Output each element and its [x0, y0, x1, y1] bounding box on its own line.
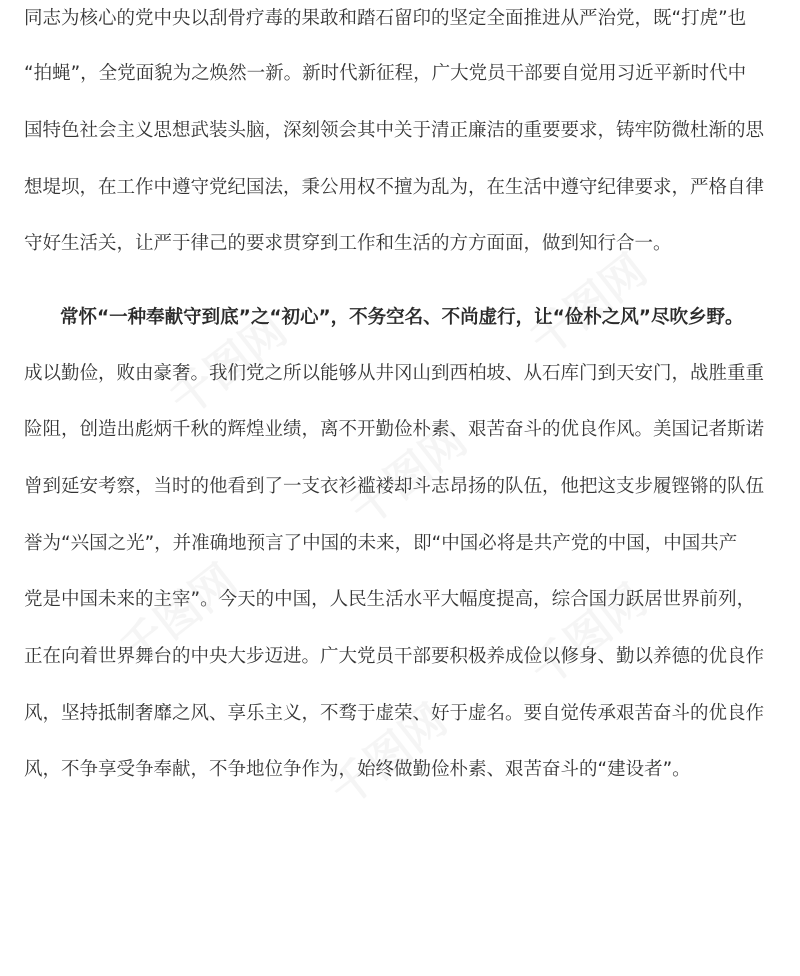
- text-line: 成以勤俭，败由豪奢。我们党之所以能够从井冈山到西柏坡、从石库门到天安门，战胜重重: [24, 363, 765, 384]
- text-line: 守好生活关，让严于律己的要求贯穿到工作和生活的方方面面，做到知行合一。: [24, 233, 672, 254]
- text-line: 誉为“兴国之光”，并准确地预言了中国的未来，即“中国必将是共产党的中国，中国共产: [24, 533, 738, 554]
- text-line: 党是中国未来的主宰”。今天的中国，人民生活水平大幅度提高，综合国力跃居世界前列，: [24, 589, 756, 610]
- text-line: “拍蝇”，全党面貌为之焕然一新。新时代新征程，广大党员干部要自觉用习近平新时代中: [24, 63, 747, 84]
- watermark: 千图网: [341, 414, 477, 537]
- text-line: 正在向着世界舞台的中央大步迈进。广大党员干部要积极养成俭以修身、勤以养德的优良作: [24, 646, 765, 667]
- watermark: 千图网: [521, 244, 657, 367]
- section-heading: 常怀“一种奉献守到底”之“初心”，不务空名、不尚虚行，让“俭朴之风”尽吹乡野。: [60, 307, 744, 328]
- text-line: 国特色社会主义思想武装头脑，深刻领会其中关于清正廉洁的重要要求，铸牢防微杜渐的思: [24, 120, 765, 141]
- text-line: 曾到延安考察，当时的他看到了一支衣衫褴褛却斗志昂扬的队伍，他把这支步履铿锵的队伍: [24, 476, 765, 497]
- watermark: 千图网: [111, 554, 247, 677]
- watermark: 千图网: [321, 694, 457, 817]
- text-line: 同志为核心的党中央以刮骨疗毒的果敢和踏石留印的坚定全面推进从严治党，既“打虎”也: [24, 8, 747, 29]
- text-line: 想堤坝，在工作中遵守党纪国法，秉公用权不擅为乱为，在生活中遵守纪律要求，严格自律: [24, 177, 765, 198]
- watermark: 千图网: [521, 574, 657, 697]
- text-line: 险阻，创造出彪炳千秋的辉煌业绩，离不开勤俭朴素、艰苦奋斗的优良作风。美国记者斯诺: [24, 419, 765, 440]
- text-line: 风，不争享受争奉献，不争地位争作为，始终做勤俭朴素、艰苦奋斗的“建设者”。: [24, 759, 691, 780]
- text-line: 风，坚持抵制奢靡之风、享乐主义，不骛于虚荣、好于虚名。要自觉传承艰苦奋斗的优良作: [24, 703, 765, 724]
- watermark: 千图网: [161, 304, 297, 427]
